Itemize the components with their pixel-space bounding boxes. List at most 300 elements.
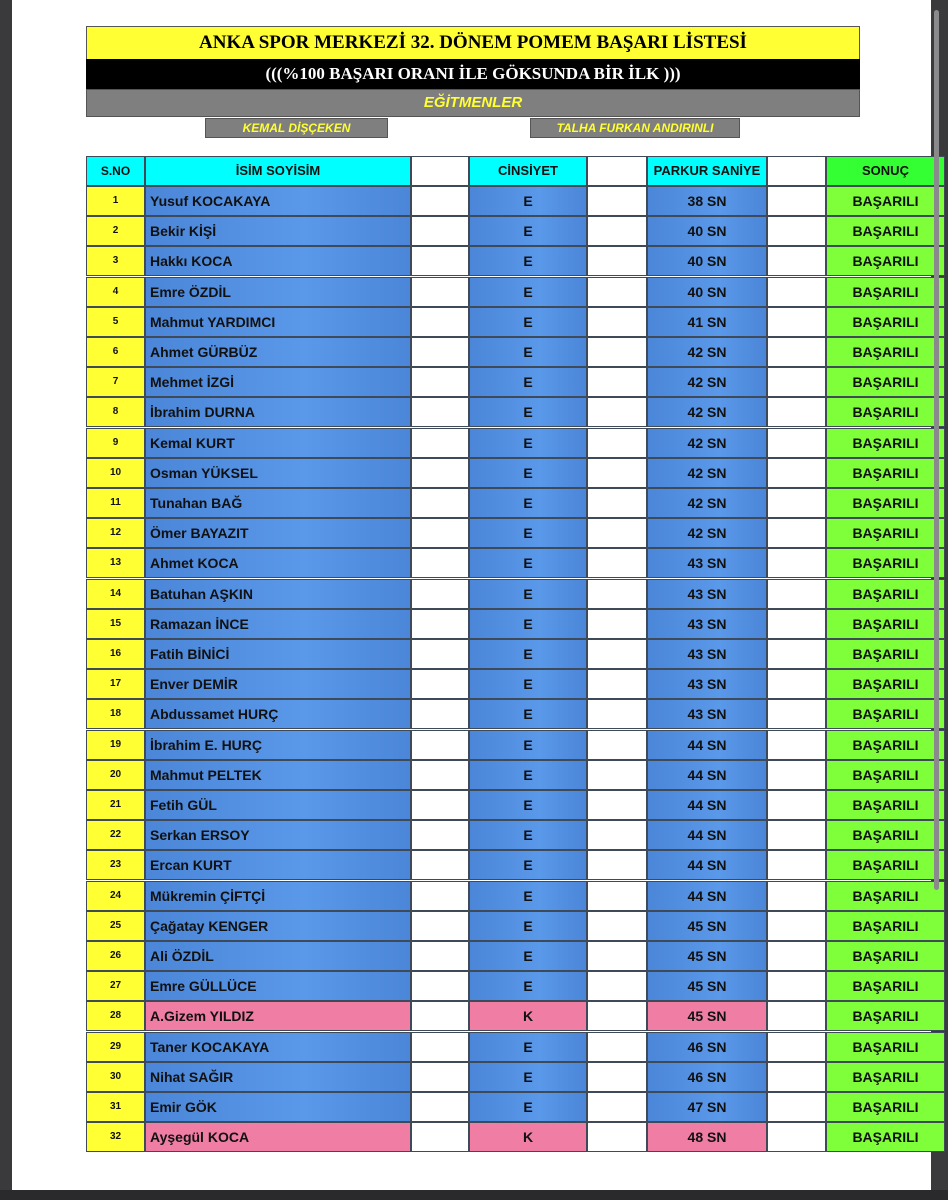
table-row bbox=[86, 941, 919, 971]
table-row bbox=[86, 1001, 919, 1031]
row-gender: E bbox=[469, 579, 587, 609]
spacer-cell bbox=[767, 216, 826, 246]
row-gender: E bbox=[469, 881, 587, 911]
spacer-cell bbox=[587, 790, 647, 820]
spacer-cell bbox=[411, 669, 469, 699]
row-name: Emir GÖK bbox=[145, 1092, 411, 1122]
spacer-cell bbox=[587, 730, 647, 760]
row-result: BAŞARILI bbox=[826, 971, 945, 1001]
spacer-cell bbox=[767, 639, 826, 669]
table-row bbox=[86, 307, 919, 337]
spacer-cell bbox=[411, 941, 469, 971]
row-gender: E bbox=[469, 730, 587, 760]
row-time: 40 SN bbox=[647, 246, 767, 276]
row-number: 29 bbox=[86, 1032, 145, 1062]
row-result: BAŞARILI bbox=[826, 579, 945, 609]
row-result: BAŞARILI bbox=[826, 367, 945, 397]
table-row bbox=[86, 1062, 919, 1092]
row-gender: E bbox=[469, 760, 587, 790]
spacer-cell bbox=[411, 337, 469, 367]
row-result: BAŞARILI bbox=[826, 488, 945, 518]
spacer-cell bbox=[587, 548, 647, 578]
row-number: 30 bbox=[86, 1062, 145, 1092]
row-name: İbrahim E. HURÇ bbox=[145, 730, 411, 760]
spacer-cell bbox=[411, 1122, 469, 1152]
spacer-cell bbox=[587, 246, 647, 276]
row-gender: E bbox=[469, 518, 587, 548]
row-number: 3 bbox=[86, 246, 145, 276]
spacer-cell bbox=[411, 881, 469, 911]
row-gender: E bbox=[469, 277, 587, 307]
table-row bbox=[86, 397, 919, 427]
table-row bbox=[86, 458, 919, 488]
row-gender: E bbox=[469, 820, 587, 850]
row-name: Emre ÖZDİL bbox=[145, 277, 411, 307]
spacer-cell bbox=[411, 579, 469, 609]
spacer-cell bbox=[767, 458, 826, 488]
row-time: 38 SN bbox=[647, 186, 767, 216]
row-number: 15 bbox=[86, 609, 145, 639]
spacer-cell bbox=[411, 971, 469, 1001]
spacer-cell bbox=[411, 730, 469, 760]
row-gender: K bbox=[469, 1001, 587, 1031]
row-name: Enver DEMİR bbox=[145, 669, 411, 699]
spacer-cell bbox=[587, 397, 647, 427]
row-gender: E bbox=[469, 1032, 587, 1062]
row-name: Taner KOCAKAYA bbox=[145, 1032, 411, 1062]
spacer-cell bbox=[411, 458, 469, 488]
spacer-cell bbox=[767, 367, 826, 397]
spacer-cell bbox=[767, 699, 826, 729]
spacer-cell bbox=[587, 216, 647, 246]
column-header-gender: CİNSİYET bbox=[469, 156, 587, 186]
spacer-cell bbox=[587, 639, 647, 669]
row-number: 8 bbox=[86, 397, 145, 427]
spacer-cell bbox=[411, 488, 469, 518]
row-result: BAŞARILI bbox=[826, 881, 945, 911]
table-row bbox=[86, 246, 919, 276]
row-result: BAŞARILI bbox=[826, 730, 945, 760]
spacer-cell bbox=[411, 548, 469, 578]
table-row bbox=[86, 518, 919, 548]
row-gender: E bbox=[469, 307, 587, 337]
row-name: Abdussamet HURÇ bbox=[145, 699, 411, 729]
row-time: 44 SN bbox=[647, 881, 767, 911]
spacer-cell bbox=[411, 156, 469, 186]
row-time: 42 SN bbox=[647, 367, 767, 397]
row-time: 43 SN bbox=[647, 548, 767, 578]
row-time: 41 SN bbox=[647, 307, 767, 337]
row-time: 48 SN bbox=[647, 1122, 767, 1152]
row-number: 25 bbox=[86, 911, 145, 941]
table-row bbox=[86, 760, 919, 790]
trainer-name: KEMAL DİŞÇEKEN bbox=[205, 118, 388, 138]
row-number: 18 bbox=[86, 699, 145, 729]
row-time: 42 SN bbox=[647, 397, 767, 427]
spacer-cell bbox=[767, 548, 826, 578]
row-result: BAŞARILI bbox=[826, 911, 945, 941]
page-title: ANKA SPOR MERKEZİ 32. DÖNEM POMEM BAŞARI LİSTESİ bbox=[86, 26, 860, 60]
row-time: 42 SN bbox=[647, 488, 767, 518]
row-number: 5 bbox=[86, 307, 145, 337]
spacer-cell bbox=[767, 760, 826, 790]
row-gender: E bbox=[469, 941, 587, 971]
row-result: BAŞARILI bbox=[826, 337, 945, 367]
row-gender: E bbox=[469, 850, 587, 880]
spacer-cell bbox=[767, 669, 826, 699]
row-gender: E bbox=[469, 1062, 587, 1092]
row-number: 7 bbox=[86, 367, 145, 397]
table-row bbox=[86, 1092, 919, 1122]
row-result: BAŞARILI bbox=[826, 307, 945, 337]
column-header-sno: S.NO bbox=[86, 156, 145, 186]
row-name: Ayşegül KOCA bbox=[145, 1122, 411, 1152]
row-result: BAŞARILI bbox=[826, 669, 945, 699]
scrollbar[interactable] bbox=[934, 10, 939, 890]
spacer-cell bbox=[767, 277, 826, 307]
spacer-cell bbox=[767, 246, 826, 276]
spacer-cell bbox=[411, 277, 469, 307]
spacer-cell bbox=[411, 246, 469, 276]
spacer-cell bbox=[767, 881, 826, 911]
row-number: 26 bbox=[86, 941, 145, 971]
row-number: 31 bbox=[86, 1092, 145, 1122]
row-name: Bekir KİŞİ bbox=[145, 216, 411, 246]
row-time: 46 SN bbox=[647, 1032, 767, 1062]
spacer-cell bbox=[767, 911, 826, 941]
row-result: BAŞARILI bbox=[826, 1001, 945, 1031]
row-number: 20 bbox=[86, 760, 145, 790]
row-name: İbrahim DURNA bbox=[145, 397, 411, 427]
row-number: 10 bbox=[86, 458, 145, 488]
spacer-cell bbox=[587, 307, 647, 337]
row-name: Nihat SAĞIR bbox=[145, 1062, 411, 1092]
spacer-cell bbox=[767, 1092, 826, 1122]
row-gender: E bbox=[469, 488, 587, 518]
spacer-cell bbox=[411, 1062, 469, 1092]
row-gender: E bbox=[469, 790, 587, 820]
row-name: Kemal KURT bbox=[145, 428, 411, 458]
spacer-cell bbox=[587, 609, 647, 639]
row-time: 43 SN bbox=[647, 609, 767, 639]
table-header-row bbox=[86, 156, 909, 186]
spacer-cell bbox=[767, 820, 826, 850]
row-number: 21 bbox=[86, 790, 145, 820]
spacer-cell bbox=[411, 911, 469, 941]
row-number: 32 bbox=[86, 1122, 145, 1152]
row-time: 46 SN bbox=[647, 1062, 767, 1092]
row-number: 24 bbox=[86, 881, 145, 911]
row-result: BAŞARILI bbox=[826, 941, 945, 971]
row-number: 4 bbox=[86, 277, 145, 307]
spacer-cell bbox=[767, 730, 826, 760]
spacer-cell bbox=[587, 518, 647, 548]
spacer-cell bbox=[411, 1092, 469, 1122]
table-row bbox=[86, 277, 919, 307]
spacer-cell bbox=[767, 579, 826, 609]
table-row bbox=[86, 1122, 919, 1152]
spacer-cell bbox=[767, 156, 826, 186]
row-name: Batuhan AŞKIN bbox=[145, 579, 411, 609]
spacer-cell bbox=[587, 911, 647, 941]
spacer-cell bbox=[587, 820, 647, 850]
row-result: BAŞARILI bbox=[826, 790, 945, 820]
table-row bbox=[86, 699, 919, 729]
row-time: 43 SN bbox=[647, 669, 767, 699]
spacer-cell bbox=[767, 609, 826, 639]
row-name: Ahmet KOCA bbox=[145, 548, 411, 578]
row-time: 44 SN bbox=[647, 730, 767, 760]
spacer-cell bbox=[587, 277, 647, 307]
row-result: BAŞARILI bbox=[826, 1122, 945, 1152]
row-time: 45 SN bbox=[647, 971, 767, 1001]
row-time: 43 SN bbox=[647, 699, 767, 729]
spacer-cell bbox=[587, 760, 647, 790]
trainer-name: TALHA FURKAN ANDIRINLI bbox=[530, 118, 740, 138]
row-number: 2 bbox=[86, 216, 145, 246]
row-result: BAŞARILI bbox=[826, 428, 945, 458]
page-subtitle: (((%100 BAŞARI ORANI İLE GÖKSUNDA BİR İLK ))) bbox=[86, 59, 860, 89]
row-time: 44 SN bbox=[647, 790, 767, 820]
table-row bbox=[86, 186, 919, 216]
row-name: Serkan ERSOY bbox=[145, 820, 411, 850]
table-row bbox=[86, 911, 919, 941]
row-name: Ahmet GÜRBÜZ bbox=[145, 337, 411, 367]
table-row bbox=[86, 488, 919, 518]
spacer-cell bbox=[767, 790, 826, 820]
row-time: 47 SN bbox=[647, 1092, 767, 1122]
row-name: Osman YÜKSEL bbox=[145, 458, 411, 488]
column-header-name: İSİM SOYİSİM bbox=[145, 156, 411, 186]
row-gender: E bbox=[469, 186, 587, 216]
spacer-cell bbox=[587, 337, 647, 367]
table-row bbox=[86, 850, 919, 880]
row-time: 44 SN bbox=[647, 850, 767, 880]
row-result: BAŞARILI bbox=[826, 216, 945, 246]
table-row bbox=[86, 337, 919, 367]
row-name: Mehmet İZGİ bbox=[145, 367, 411, 397]
row-result: BAŞARILI bbox=[826, 1092, 945, 1122]
table-row bbox=[86, 639, 919, 669]
spacer-cell bbox=[767, 488, 826, 518]
spacer-cell bbox=[767, 1122, 826, 1152]
row-gender: E bbox=[469, 911, 587, 941]
row-result: BAŞARILI bbox=[826, 609, 945, 639]
spacer-cell bbox=[767, 307, 826, 337]
spacer-cell bbox=[587, 1092, 647, 1122]
row-gender: E bbox=[469, 397, 587, 427]
spacer-cell bbox=[411, 639, 469, 669]
spacer-cell bbox=[411, 609, 469, 639]
row-gender: K bbox=[469, 1122, 587, 1152]
spacer-cell bbox=[411, 1032, 469, 1062]
row-name: Fatih BİNİCİ bbox=[145, 639, 411, 669]
window-bottom-edge bbox=[0, 1190, 948, 1200]
row-gender: E bbox=[469, 548, 587, 578]
row-gender: E bbox=[469, 1092, 587, 1122]
row-gender: E bbox=[469, 367, 587, 397]
table-row bbox=[86, 367, 919, 397]
spacer-cell bbox=[411, 1001, 469, 1031]
spacer-cell bbox=[587, 971, 647, 1001]
row-name: Hakkı KOCA bbox=[145, 246, 411, 276]
table-row bbox=[86, 579, 919, 609]
row-time: 45 SN bbox=[647, 911, 767, 941]
table-row bbox=[86, 548, 919, 578]
row-number: 14 bbox=[86, 579, 145, 609]
row-result: BAŞARILI bbox=[826, 186, 945, 216]
row-result: BAŞARILI bbox=[826, 518, 945, 548]
spacer-cell bbox=[411, 186, 469, 216]
spacer-cell bbox=[587, 1062, 647, 1092]
table-row bbox=[86, 971, 919, 1001]
spacer-cell bbox=[411, 216, 469, 246]
spacer-cell bbox=[411, 790, 469, 820]
table-row bbox=[86, 609, 919, 639]
row-gender: E bbox=[469, 216, 587, 246]
row-time: 44 SN bbox=[647, 820, 767, 850]
row-gender: E bbox=[469, 337, 587, 367]
row-name: Yusuf KOCAKAYA bbox=[145, 186, 411, 216]
table-row bbox=[86, 881, 919, 911]
spacer-cell bbox=[587, 156, 647, 186]
row-name: Tunahan BAĞ bbox=[145, 488, 411, 518]
row-name: A.Gizem YILDIZ bbox=[145, 1001, 411, 1031]
row-name: Çağatay KENGER bbox=[145, 911, 411, 941]
row-gender: E bbox=[469, 669, 587, 699]
spacer-cell bbox=[587, 488, 647, 518]
spacer-cell bbox=[411, 699, 469, 729]
row-number: 27 bbox=[86, 971, 145, 1001]
row-number: 9 bbox=[86, 428, 145, 458]
row-gender: E bbox=[469, 639, 587, 669]
spacer-cell bbox=[587, 941, 647, 971]
row-gender: E bbox=[469, 609, 587, 639]
spacer-cell bbox=[411, 518, 469, 548]
spacer-cell bbox=[587, 1032, 647, 1062]
table-row bbox=[86, 1032, 919, 1062]
row-number: 12 bbox=[86, 518, 145, 548]
row-name: Mahmut YARDIMCI bbox=[145, 307, 411, 337]
column-header-result: SONUÇ bbox=[826, 156, 945, 186]
row-number: 22 bbox=[86, 820, 145, 850]
spacer-cell bbox=[587, 458, 647, 488]
row-result: BAŞARILI bbox=[826, 277, 945, 307]
row-number: 1 bbox=[86, 186, 145, 216]
row-time: 45 SN bbox=[647, 941, 767, 971]
spacer-cell bbox=[411, 820, 469, 850]
spacer-cell bbox=[767, 397, 826, 427]
spacer-cell bbox=[587, 428, 647, 458]
row-number: 23 bbox=[86, 850, 145, 880]
row-result: BAŞARILI bbox=[826, 699, 945, 729]
spacer-cell bbox=[587, 850, 647, 880]
spacer-cell bbox=[411, 397, 469, 427]
row-gender: E bbox=[469, 246, 587, 276]
row-time: 44 SN bbox=[647, 760, 767, 790]
spacer-cell bbox=[767, 971, 826, 1001]
table-row bbox=[86, 669, 919, 699]
row-time: 42 SN bbox=[647, 428, 767, 458]
row-number: 11 bbox=[86, 488, 145, 518]
spacer-cell bbox=[767, 1062, 826, 1092]
row-time: 40 SN bbox=[647, 216, 767, 246]
row-time: 42 SN bbox=[647, 518, 767, 548]
spacer-cell bbox=[411, 367, 469, 397]
row-result: BAŞARILI bbox=[826, 397, 945, 427]
row-time: 42 SN bbox=[647, 337, 767, 367]
spacer-cell bbox=[411, 850, 469, 880]
row-result: BAŞARILI bbox=[826, 548, 945, 578]
row-result: BAŞARILI bbox=[826, 820, 945, 850]
row-result: BAŞARILI bbox=[826, 639, 945, 669]
spacer-cell bbox=[767, 1032, 826, 1062]
spacer-cell bbox=[767, 337, 826, 367]
spacer-cell bbox=[587, 669, 647, 699]
table-row bbox=[86, 790, 919, 820]
table-row bbox=[86, 730, 919, 760]
row-result: BAŞARILI bbox=[826, 246, 945, 276]
spacer-cell bbox=[587, 367, 647, 397]
spacer-cell bbox=[587, 699, 647, 729]
row-name: Ömer BAYAZIT bbox=[145, 518, 411, 548]
row-name: Mükremin ÇİFTÇİ bbox=[145, 881, 411, 911]
table-row bbox=[86, 428, 919, 458]
row-result: BAŞARILI bbox=[826, 1032, 945, 1062]
row-result: BAŞARILI bbox=[826, 1062, 945, 1092]
row-number: 28 bbox=[86, 1001, 145, 1031]
spacer-cell bbox=[587, 881, 647, 911]
row-number: 19 bbox=[86, 730, 145, 760]
row-number: 13 bbox=[86, 548, 145, 578]
column-header-time: PARKUR SANİYE bbox=[647, 156, 767, 186]
row-time: 45 SN bbox=[647, 1001, 767, 1031]
row-number: 17 bbox=[86, 669, 145, 699]
trainers-heading: EĞİTMENLER bbox=[86, 89, 860, 117]
table-row bbox=[86, 216, 919, 246]
row-name: Fetih GÜL bbox=[145, 790, 411, 820]
row-time: 40 SN bbox=[647, 277, 767, 307]
spacer-cell bbox=[411, 760, 469, 790]
row-number: 6 bbox=[86, 337, 145, 367]
spacer-cell bbox=[767, 428, 826, 458]
row-gender: E bbox=[469, 428, 587, 458]
row-name: Ercan KURT bbox=[145, 850, 411, 880]
row-result: BAŞARILI bbox=[826, 760, 945, 790]
row-time: 42 SN bbox=[647, 458, 767, 488]
row-time: 43 SN bbox=[647, 639, 767, 669]
row-result: BAŞARILI bbox=[826, 458, 945, 488]
spacer-cell bbox=[587, 579, 647, 609]
spacer-cell bbox=[411, 307, 469, 337]
row-result: BAŞARILI bbox=[826, 850, 945, 880]
spacer-cell bbox=[411, 428, 469, 458]
spacer-cell bbox=[587, 1001, 647, 1031]
spacer-cell bbox=[767, 518, 826, 548]
row-number: 16 bbox=[86, 639, 145, 669]
row-name: Ali ÖZDİL bbox=[145, 941, 411, 971]
row-gender: E bbox=[469, 971, 587, 1001]
spacer-cell bbox=[767, 850, 826, 880]
spacer-cell bbox=[587, 1122, 647, 1152]
row-gender: E bbox=[469, 699, 587, 729]
row-time: 43 SN bbox=[647, 579, 767, 609]
spacer-cell bbox=[767, 941, 826, 971]
spacer-cell bbox=[767, 1001, 826, 1031]
table-row bbox=[86, 820, 919, 850]
row-name: Ramazan İNCE bbox=[145, 609, 411, 639]
row-gender: E bbox=[469, 458, 587, 488]
